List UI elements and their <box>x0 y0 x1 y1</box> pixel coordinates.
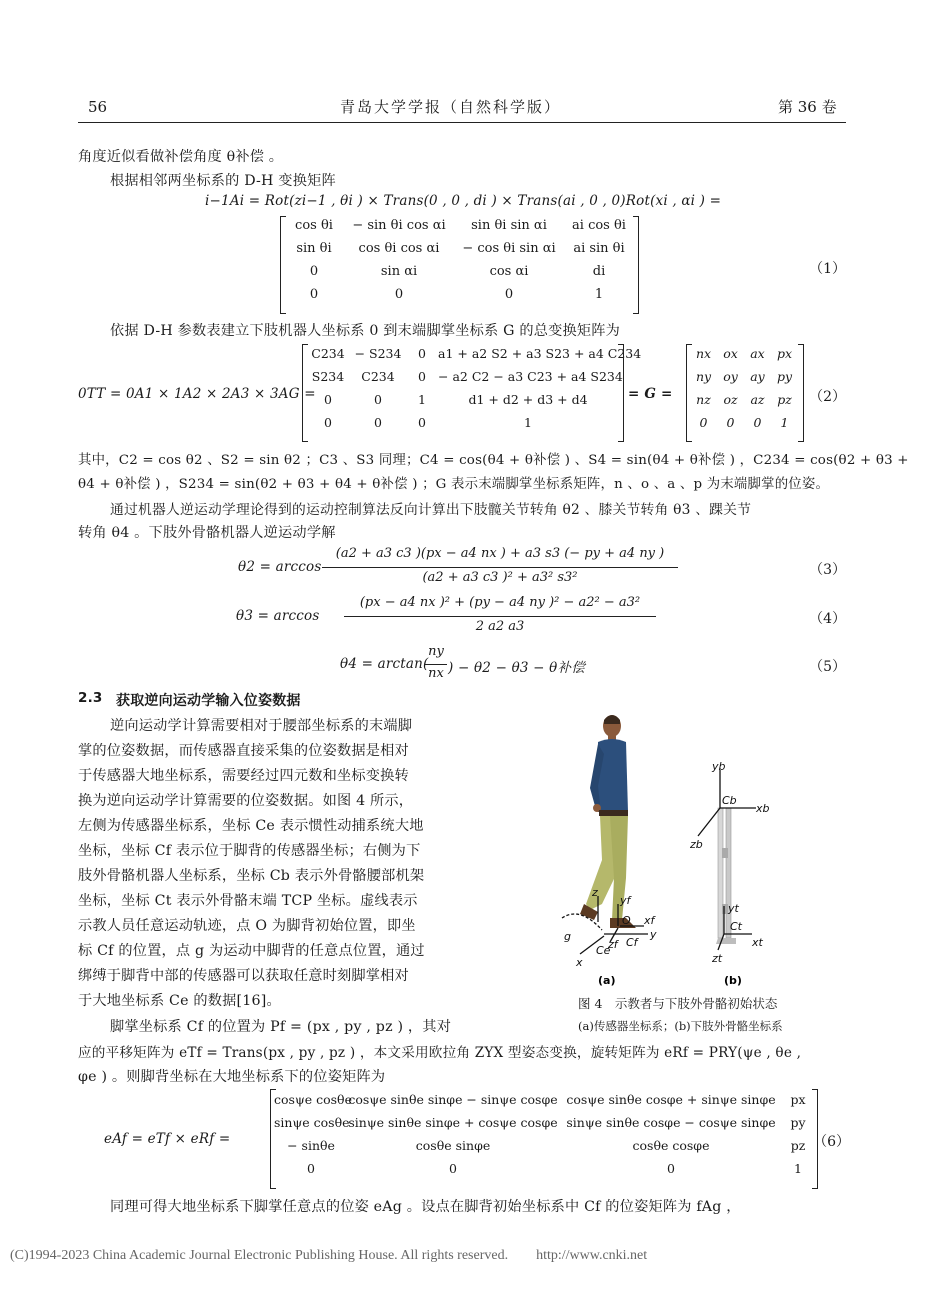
matrix-cell: sinψe sinθe sinφe + cosψe cosφe <box>348 1115 558 1130</box>
intro-line-2: 根据相邻两坐标系的 D-H 变换矩阵 <box>110 173 336 189</box>
para2-line-2: φe ) 。则脚背坐标在大地坐标系下的位姿矩阵为 <box>78 1069 386 1085</box>
body-line-1: 逆向运动学计算需要相对于腰部坐标系的末端脚 <box>110 718 413 734</box>
eq2-bracket-right <box>618 344 624 442</box>
figure-caption: 图 4 示教者与下肢外骨骼初始状态 <box>578 996 778 1011</box>
figure-label-a: (a) <box>598 974 616 987</box>
matrix-cell: − a2 C2 − a3 C23 + a4 S234 <box>438 369 623 384</box>
eq1-lhs: i−1Ai = Rot(zi−1 , θi ) × Trans(0 , 0 , di ) × Trans(ai , 0 , 0)Rot(xi , αi ) = <box>205 193 722 209</box>
matrix-cell: C234 <box>361 369 395 384</box>
label-z: z <box>592 886 598 899</box>
label-Ce: Ce <box>596 944 611 957</box>
matrix-cell: cosψe sinθe sinφe − sinψe cosφe <box>348 1092 558 1107</box>
eq1-number: （1） <box>809 261 846 277</box>
matrix-cell: 0 <box>309 264 319 279</box>
label-zt: zt <box>712 952 723 965</box>
matrix-cell: 1 <box>524 415 532 430</box>
matrix-cell: 0 <box>418 415 426 430</box>
matrix-cell: 0 <box>418 346 426 361</box>
matrix-cell: sin θi <box>296 241 332 256</box>
matrix-cell: ax <box>750 346 765 361</box>
matrix-cell: cosψe cosθe <box>274 1092 352 1107</box>
where-line-3: 通过机器人逆运动学理论得到的运动控制算法反向计算出下肢髋关节转角 θ2 、膝关节转角 θ3 、踝关节 <box>110 502 752 518</box>
label-g: g <box>564 930 571 943</box>
trajectory-dashed <box>562 914 602 930</box>
where-line-1: 其中，C2 = cos θ2 、S2 = sin θ2 ；C3 、S3 同理；C4 = cos(θ4 + θ补偿 ) 、S4 = sin(θ4 + θ补偿 ) ，C234 = cos(θ2 + θ3 + <box>78 453 909 468</box>
matrix-cell: pz <box>777 392 792 407</box>
label-Cb: Cb <box>722 794 737 807</box>
matrix-cell: oy <box>723 369 738 384</box>
matrix-cell: 1 <box>418 392 426 407</box>
figure-label-b: (b) <box>724 974 742 987</box>
g-matrix <box>690 346 798 430</box>
matrix-cell: 0 <box>394 287 404 302</box>
matrix-cell: ny <box>695 369 712 384</box>
label-y: y <box>650 928 657 941</box>
matrix-cell: pz <box>790 1138 806 1153</box>
label-zf: zf <box>608 938 618 951</box>
matrix-cell: cosθe sinφe <box>415 1138 491 1153</box>
matrix-cell: cos αi <box>489 264 529 279</box>
eq4-fraction-bar <box>344 616 656 617</box>
eq6-number: （6） <box>813 1134 850 1150</box>
eq2-g-bracket-right <box>798 344 804 442</box>
matrix-cell: di <box>592 264 606 279</box>
matrix-cell: 0 <box>324 415 332 430</box>
body-line-11: 绑缚于脚背中部的传感器可以获取任意时刻脚掌相对 <box>78 968 409 984</box>
eq5-denominator: nx <box>428 666 444 681</box>
eq2-intro: 依据 D-H 参数表建立下肢机器人坐标系 0 到末端脚掌坐标系 G 的总变换矩阵为 <box>110 323 621 339</box>
matrix-cell: px <box>790 1092 806 1107</box>
matrix-cell: sinψe cosθe <box>274 1115 350 1130</box>
matrix-cell: 0 <box>307 1161 315 1176</box>
matrix-cell: 0 <box>374 392 382 407</box>
matrix-cell: py <box>790 1115 806 1130</box>
matrix-cell: cosθe cosφe <box>632 1138 710 1153</box>
volume: 第 36 卷 <box>778 98 837 116</box>
eq4-lhs: θ3 = arccos <box>236 608 320 624</box>
matrix-cell: nz <box>696 392 711 407</box>
matrix-cell: cosψe sinθe cosφe + sinψe sinφe <box>566 1092 776 1107</box>
eq5-rhs: ) − θ2 − θ3 − θ补偿 <box>448 660 585 676</box>
zb-axis-line <box>698 808 720 836</box>
figure-4 <box>540 708 780 988</box>
eq3-denominator: (a2 + a3 c3 )² + a3² s3² <box>422 570 578 585</box>
journal-title: 青岛大学学报（自然科学版） <box>340 98 562 116</box>
matrix-cell: d1 + d2 + d3 + d4 <box>468 392 588 407</box>
page-number: 56 <box>88 98 108 116</box>
label-x: x <box>576 956 583 969</box>
matrix-cell: 0 <box>418 369 426 384</box>
body-line-8: 坐标，坐标 Ct 表示外骨骼末端 TCP 坐标。虚线表示 <box>78 893 418 909</box>
eq4-numerator: (px − a4 nx )² + (py − a4 ny )² − a2² − a3² <box>359 595 641 610</box>
label-yf: yf <box>620 894 631 907</box>
matrix-cell: 1 <box>594 287 604 302</box>
eq2-number: （2） <box>809 389 846 405</box>
matrix-cell: sinψe sinθe cosφe − cosψe sinφe <box>566 1115 776 1130</box>
eq5-number: （5） <box>809 659 846 675</box>
intro-line-1: 角度近似看做补偿角度 θ补偿 。 <box>78 149 284 165</box>
label-yb: yb <box>712 760 726 773</box>
matrix-cell: cos θi <box>295 218 333 233</box>
copyright-footer: (C)1994-2023 China Academic Journal Electronic Publishing House. All rights reserved. http://www.cnki.net <box>10 1248 648 1263</box>
body-line-7: 肢外骨骼机器人坐标系，坐标 Cb 表示外骨骼腰部机架 <box>78 868 425 884</box>
matrix-cell: 1 <box>794 1161 802 1176</box>
section-title: 获取逆向运动学输入位姿数据 <box>116 693 301 709</box>
header-rule <box>78 122 846 123</box>
matrix-cell: 1 <box>780 415 789 430</box>
matrix-cell: py <box>776 369 793 384</box>
matrix-cell: − S234 <box>354 346 402 361</box>
figure-subcaption: (a)传感器坐标系；(b)下肢外骨骼坐标系 <box>578 1019 783 1033</box>
where-line-2: θ4 + θ补偿 ) ，S234 = sin(θ2 + θ3 + θ4 + θ补偿 ) ；G 表示末端脚掌坐标系矩阵，n 、o 、a 、p 为末端脚掌的位姿。 <box>78 477 830 492</box>
body-line-9: 示教人员任意运动轨迹，点 O 为脚背初始位置，即坐 <box>78 918 416 934</box>
matrix-cell: 0 <box>309 287 319 302</box>
matrix-cell: cos θi cos αi <box>358 241 440 256</box>
eq3-number: （3） <box>809 562 846 578</box>
matrix-cell: az <box>750 392 765 407</box>
matrix-cell: ai sin θi <box>573 241 625 256</box>
label-Cf: Cf <box>626 936 638 949</box>
label-xt: xt <box>752 936 763 949</box>
where-line-4: 转角 θ4 。下肢外骨骼机器人逆运动学解 <box>78 525 336 541</box>
matrix-cell: 0 <box>374 415 382 430</box>
eq6-lhs: eAf = eTf × eRf = <box>104 1131 231 1147</box>
matrix-cell: 0 <box>449 1161 457 1176</box>
eq5-lhs: θ4 = arctan( <box>340 656 429 672</box>
eq5-fraction-bar <box>425 664 447 665</box>
eq3-numerator: (a2 + a3 c3 )(px − a4 nx ) + a3 s3 (− py + a4 ny ) <box>335 546 665 561</box>
matrix-cell: ox <box>723 346 738 361</box>
matrix-cell: oz <box>723 392 738 407</box>
matrix-cell: − cos θi sin αi <box>462 241 556 256</box>
matrix-cell: 0 <box>667 1161 675 1176</box>
label-yt: yt <box>728 902 739 915</box>
eq1-bracket-right <box>633 216 639 314</box>
label-Ct: Ct <box>730 920 742 933</box>
matrix-cell: 0 <box>504 287 514 302</box>
matrix-cell: − sinθe <box>287 1138 335 1153</box>
body-line-10: 标 Cf 的位置，点 g 为运动中脚背的任意点位置，通过 <box>78 943 425 959</box>
label-zb: zb <box>690 838 703 851</box>
matrix-cell: C234 <box>311 346 345 361</box>
label-O: O <box>622 914 631 927</box>
label-xf: xf <box>644 914 655 927</box>
eq4-number: （4） <box>809 611 846 627</box>
eq6-matrix <box>274 1092 812 1176</box>
matrix-cell: 0 <box>753 415 762 430</box>
eq3-lhs: θ2 = arccos <box>238 559 322 575</box>
eq2-lhs: 0TT = 0A1 × 1A2 × 2A3 × 3AG = <box>78 386 316 402</box>
eq2-equals-g: = G = <box>628 386 673 402</box>
matrix-cell: ai cos θi <box>572 218 626 233</box>
eq4-denominator: 2 a2 a3 <box>475 619 525 634</box>
section-number: 2.3 <box>78 690 103 706</box>
matrix-cell: px <box>776 346 793 361</box>
matrix-cell: a1 + a2 S2 + a3 S23 + a4 C234 <box>438 346 642 361</box>
matrix-cell: 0 <box>726 415 735 430</box>
matrix-cell: 0 <box>324 392 332 407</box>
matrix-cell: S234 <box>311 369 345 384</box>
eq1-matrix <box>284 218 634 302</box>
label-xb: xb <box>756 802 770 815</box>
body-line-4: 换为逆向运动学计算需要的位姿数据。如图 4 所示， <box>78 793 414 809</box>
eq5-numerator: ny <box>428 644 444 659</box>
matrix-cell: sin αi <box>380 264 418 279</box>
matrix-cell: 0 <box>699 415 708 430</box>
matrix-cell: − sin θi cos αi <box>352 218 446 233</box>
body-line-6: 坐标，坐标 Cf 表示位于脚背的传感器坐标；右侧为下 <box>78 843 421 859</box>
body-line-2: 掌的位姿数据，而传感器直接采集的位姿数据是相对 <box>78 743 409 759</box>
matrix-cell: ay <box>750 369 765 384</box>
matrix-cell: nx <box>695 346 712 361</box>
body-line-13: 脚掌坐标系 Cf 的位置为 Pf = (px , py , pz ) ，其对 <box>110 1019 452 1035</box>
matrix-cell: sin θi sin αi <box>471 218 547 233</box>
last-line: 同理可得大地坐标系下脚掌任意点的位姿 eAg 。设点在脚背初始坐标系中 Cf 的位姿矩阵为 fAg ， <box>110 1199 741 1215</box>
para2-line-1: 应的平移矩阵为 eTf = Trans(px , py , pz ) ，本文采用欧拉角 ZYX 型姿态变换，旋转矩阵为 eRf = PRY(ψe , θe , <box>78 1045 802 1061</box>
body-line-12: 于大地坐标系 Ce 的数据[16]。 <box>78 993 281 1009</box>
eq2-matrix <box>306 346 642 430</box>
eq3-fraction-bar <box>322 567 678 568</box>
body-line-3: 于传感器大地坐标系，需要经过四元数和坐标变换转 <box>78 768 409 784</box>
body-line-5: 左侧为传感器坐标系，坐标 Ce 表示惯性动捕系统大地 <box>78 818 424 834</box>
